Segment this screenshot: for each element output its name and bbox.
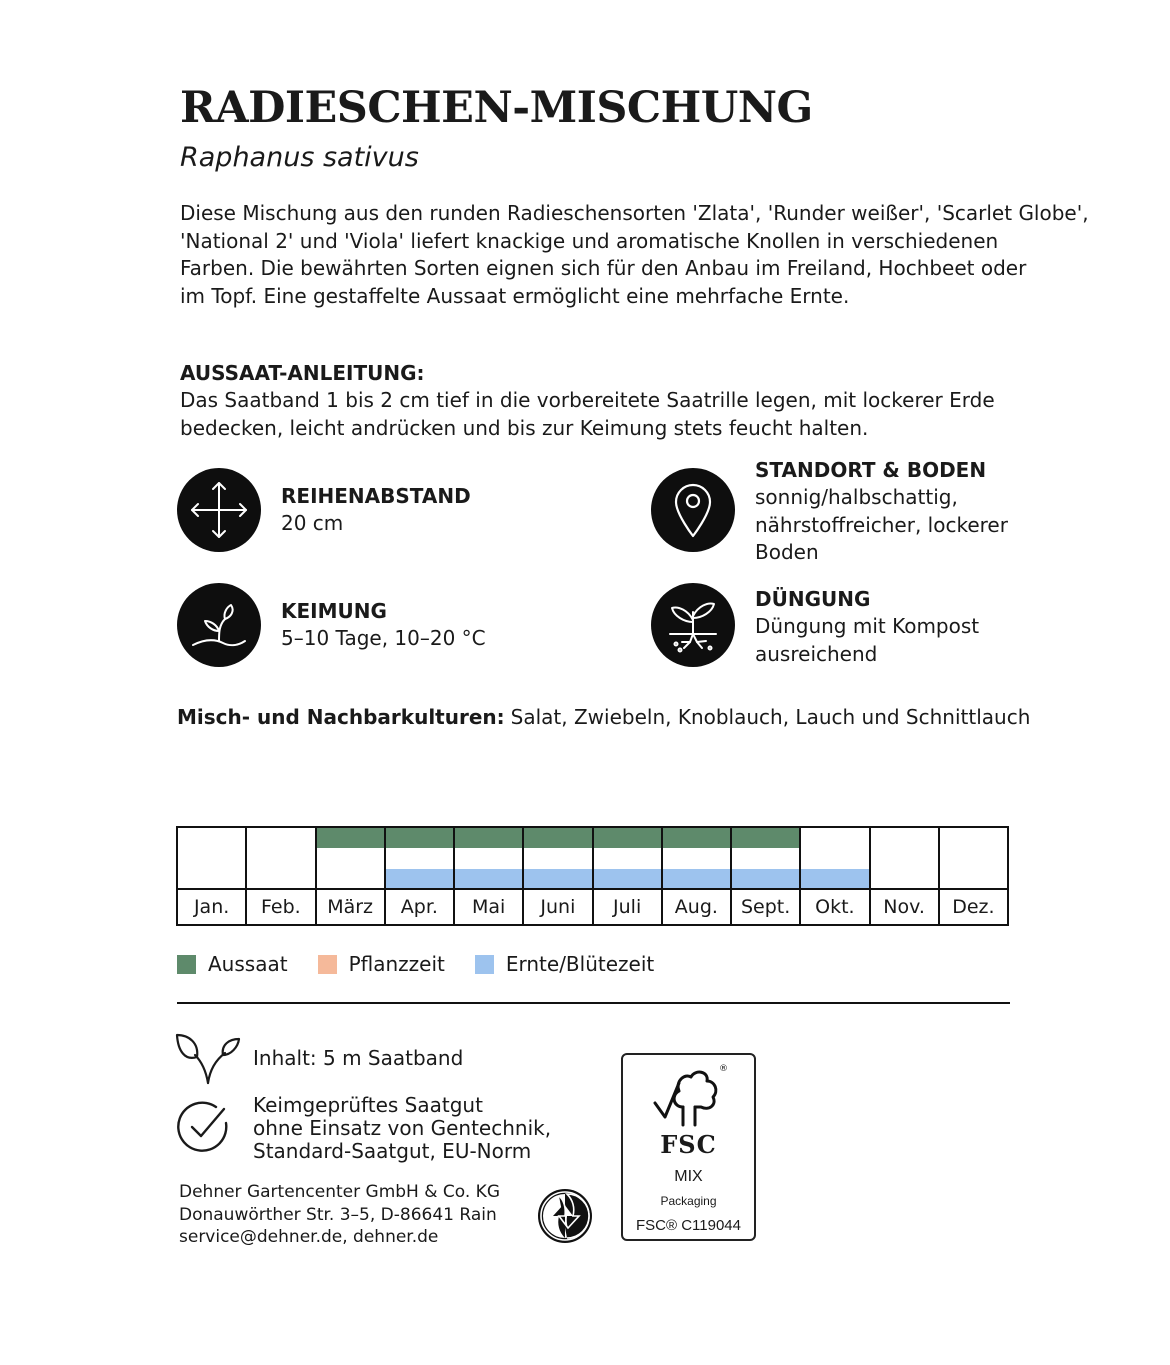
calendar-cell xyxy=(316,827,385,889)
month-label: Apr. xyxy=(400,896,438,918)
calendar-cell xyxy=(177,827,246,889)
location-value xyxy=(755,484,1008,567)
month-cell xyxy=(662,889,731,925)
content-text: Inhalt: 5 m Saatband xyxy=(253,1046,464,1070)
month-cell xyxy=(593,889,662,925)
calendar-cell xyxy=(662,827,731,889)
germination-value xyxy=(281,625,486,653)
spacing-heading: REIHENABSTAND xyxy=(281,484,471,508)
calendar-legend xyxy=(177,950,684,978)
botanical-name: Raphanus sativus xyxy=(180,142,419,173)
fsc-license: FSC® C119044 xyxy=(636,1217,741,1234)
green-dot-recycling-icon xyxy=(537,1188,593,1248)
location-line: Boden xyxy=(755,540,819,564)
spacing-value xyxy=(281,510,343,538)
description-line: 'National 2' und 'Viola' liefert knackige und aromatische Knollen in verschiedenen xyxy=(180,228,999,253)
harvest-bar xyxy=(524,869,591,888)
sowing-bar xyxy=(455,828,522,848)
harvest-bar xyxy=(455,869,522,888)
calendar-month-row xyxy=(177,889,1008,925)
month-label: Juli xyxy=(613,896,642,918)
harvest-bar xyxy=(386,869,453,888)
quality-line: ohne Einsatz von Gentechnik, xyxy=(253,1116,552,1140)
location-pin-icon xyxy=(651,468,735,552)
month-cell xyxy=(939,889,1008,925)
description xyxy=(180,200,1089,310)
sowing-instructions xyxy=(180,387,995,442)
month-label: Okt. xyxy=(815,896,855,918)
sowing-bar xyxy=(663,828,730,848)
sowing-bar xyxy=(594,828,661,848)
calendar-bar-row xyxy=(177,827,1008,889)
product-title: RADIESCHEN-MISCHUNG xyxy=(180,83,813,133)
company-address xyxy=(179,1181,500,1249)
germination-line: 5–10 Tage, 10–20 °C xyxy=(281,626,486,650)
fsc-packaging: Packaging xyxy=(660,1194,717,1208)
germination-heading: KEIMUNG xyxy=(281,599,387,623)
location-heading: STANDORT & BODEN xyxy=(755,458,987,482)
fsc-brand: FSC xyxy=(660,1130,717,1159)
legend-label: Ernte/Blütezeit xyxy=(505,952,655,976)
fsc-tree-check-icon xyxy=(623,1063,754,1133)
description-line: Farben. Die bewährten Sorten eignen sich für den Anbau im Freiland, Hochbeet oder xyxy=(180,256,1027,281)
checkmark-circle-icon xyxy=(176,1099,232,1159)
calendar-cell xyxy=(246,827,315,889)
companion-plants xyxy=(177,703,1030,731)
month-cell xyxy=(870,889,939,925)
sowing-bar xyxy=(524,828,591,848)
month-cell xyxy=(523,889,592,925)
leaf-sprout-icon xyxy=(175,1031,241,1089)
legend-label: Aussaat xyxy=(208,952,288,976)
harvest-bar xyxy=(663,869,730,888)
calendar-cell xyxy=(870,827,939,889)
seedling-icon xyxy=(177,583,261,667)
month-cell xyxy=(731,889,800,925)
legend-swatch xyxy=(177,955,196,974)
harvest-bar xyxy=(801,869,868,888)
month-cell xyxy=(800,889,869,925)
companion-label: Misch- und Nachbarkulturen: xyxy=(177,705,505,729)
calendar-cell xyxy=(454,827,523,889)
plant-roots-icon xyxy=(651,583,735,667)
fertilizing-value xyxy=(755,613,979,668)
location-line: nährstoffreicher, lockerer xyxy=(755,512,1008,537)
legend-item-planting xyxy=(318,950,445,978)
address-line: service@dehner.de, dehner.de xyxy=(179,1227,439,1247)
month-label: Sept. xyxy=(740,896,791,918)
legend-swatch xyxy=(475,955,494,974)
month-cell xyxy=(177,889,246,925)
location-line: sonnig/halbschattig, xyxy=(755,485,958,509)
month-label: Jan. xyxy=(193,896,230,918)
calendar-cell xyxy=(731,827,800,889)
calendar-cell xyxy=(523,827,592,889)
legend-item-harvest xyxy=(475,950,654,978)
month-label: Feb. xyxy=(261,896,301,918)
fertilizing-line: ausreichend xyxy=(755,641,878,666)
companion-value: Salat, Zwiebeln, Knoblauch, Lauch und Schnittlauch xyxy=(510,705,1031,729)
planting-calendar xyxy=(176,826,1009,926)
sowing-line: bedecken, leicht andrücken und bis zur Keimung stets feucht halten. xyxy=(180,415,869,440)
sowing-heading: AUSSAAT-ANLEITUNG: xyxy=(180,361,425,385)
four-arrows-icon xyxy=(177,468,261,552)
sowing-line: Das Saatband 1 bis 2 cm tief in die vorbereitete Saatrille legen, mit lockerer Erde xyxy=(180,388,995,412)
month-cell xyxy=(246,889,315,925)
quality-line: Standard-Saatgut, EU-Norm xyxy=(253,1139,532,1163)
month-cell xyxy=(454,889,523,925)
calendar-cell xyxy=(385,827,454,889)
calendar-cell xyxy=(939,827,1008,889)
quality-line: Keimgeprüftes Saatgut xyxy=(253,1093,483,1117)
month-label: Dez. xyxy=(952,896,995,918)
fsc-label xyxy=(621,1053,756,1241)
legend-swatch xyxy=(318,955,337,974)
month-cell xyxy=(385,889,454,925)
svg-text:®: ® xyxy=(718,1064,728,1074)
harvest-bar xyxy=(732,869,799,888)
fertilizing-line: Düngung mit Kompost xyxy=(755,614,980,638)
month-label: Nov. xyxy=(883,896,925,918)
sowing-bar xyxy=(732,828,799,848)
legend-label: Pflanzzeit xyxy=(348,952,445,976)
description-line: im Topf. Eine gestaffelte Aussaat ermöglicht eine mehrfache Ernte. xyxy=(180,283,850,308)
fsc-mix: MIX xyxy=(674,1168,703,1185)
month-label: Aug. xyxy=(674,896,718,918)
quality-text xyxy=(253,1094,551,1163)
month-cell xyxy=(316,889,385,925)
month-label: Mai xyxy=(471,896,506,918)
divider xyxy=(177,1002,1010,1004)
description-line: Diese Mischung aus den runden Radieschensorten 'Zlata', 'Runder weißer', 'Scarlet Globe', xyxy=(180,201,1089,225)
spacing-line: 20 cm xyxy=(281,511,344,535)
sowing-bar xyxy=(386,828,453,848)
address-line: Dehner Gartencenter GmbH & Co. KG xyxy=(179,1182,500,1202)
harvest-bar xyxy=(594,869,661,888)
address-line: Donauwörther Str. 3–5, D-86641 Rain xyxy=(179,1204,497,1225)
calendar-cell xyxy=(800,827,869,889)
sowing-bar xyxy=(317,828,384,848)
legend-item-sowing xyxy=(177,950,288,978)
month-label: Juni xyxy=(540,896,576,918)
calendar-cell xyxy=(593,827,662,889)
month-label: März xyxy=(327,896,374,918)
fertilizing-heading: DÜNGUNG xyxy=(755,587,871,611)
